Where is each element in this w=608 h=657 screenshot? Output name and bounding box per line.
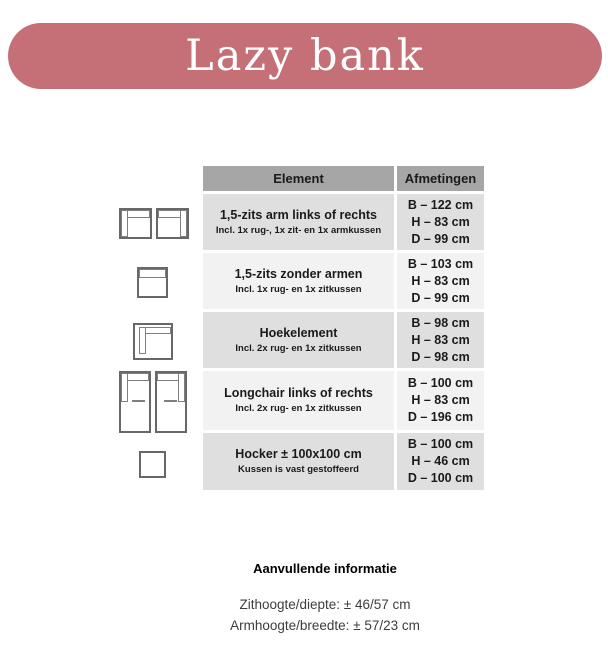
corner-element-icon <box>133 323 173 360</box>
arm-height-width-line: Armhoogte/breedte: ± 57/23 cm <box>230 618 420 633</box>
dimension-width: B – 103 cm <box>407 256 474 271</box>
element-subtitle: Kussen is vast gestoffeerd <box>238 464 359 475</box>
spec-table <box>203 166 484 490</box>
dimension-width: B – 100 cm <box>407 376 474 390</box>
seat-without-arms-icon <box>137 267 168 298</box>
backrest-bar <box>127 210 150 218</box>
element-title: Hoekelement <box>259 325 338 340</box>
element-subtitle: Incl. 2x rug- en 1x zitkussen <box>235 342 362 354</box>
dimension-height: H – 83 cm <box>411 332 470 347</box>
dimension-height: H – 83 cm <box>411 393 470 407</box>
dimension-width: B – 98 cm <box>411 315 470 330</box>
longchair-left-icon <box>119 371 151 433</box>
seat-arm-right-icon <box>156 208 189 239</box>
backrest-bar <box>127 373 149 381</box>
element-cell <box>203 433 394 490</box>
element-cell <box>203 194 394 250</box>
dimension-depth: D – 100 cm <box>407 471 474 485</box>
element-subtitle: Incl. 2x rug- en 1x zitkussen <box>235 403 362 414</box>
side-backrest-bar <box>139 327 146 354</box>
dimensions-cell <box>397 312 484 368</box>
hocker-icon <box>139 451 166 478</box>
seat-divider-dash <box>132 400 145 402</box>
longchair-right-icon <box>155 371 187 433</box>
element-cell <box>203 312 394 368</box>
dimension-depth: D – 98 cm <box>411 349 470 364</box>
product-title: Lazy bank <box>185 30 425 81</box>
backrest-bar <box>157 373 179 381</box>
element-cell <box>203 253 394 309</box>
dimension-height: H – 83 cm <box>411 273 470 288</box>
backrest-bar <box>158 210 181 218</box>
element-subtitle: Incl. 1x rug-, 1x zit- en 1x armkussen <box>215 224 382 236</box>
seat-height-depth-line: Zithoogte/diepte: ± 46/57 cm <box>239 597 411 612</box>
additional-info-heading: Aanvullende informatie <box>253 561 397 576</box>
element-cell <box>203 371 394 430</box>
dimensions-cell <box>397 433 484 490</box>
armrest-bar <box>178 373 185 402</box>
dimension-width: B – 100 cm <box>407 437 474 451</box>
seat-divider-dash <box>164 400 177 402</box>
column-header-afmetingen: Afmetingen <box>397 166 484 191</box>
column-header-element: Element <box>203 166 394 191</box>
additional-info-lines <box>25 594 608 636</box>
armrest-bar <box>180 210 187 237</box>
dimension-depth: D – 99 cm <box>411 290 470 305</box>
element-title: Longchair links of rechts <box>224 386 373 400</box>
dimensions-cell <box>397 253 484 309</box>
dimensions-cell <box>397 194 484 250</box>
element-title: 1,5-zits arm links of rechts <box>219 207 377 222</box>
element-subtitle: Incl. 1x rug- en 1x zitkussen <box>235 283 362 295</box>
product-banner <box>8 23 602 89</box>
dimension-depth: D – 99 cm <box>411 231 470 246</box>
dimensions-cell <box>397 371 484 430</box>
dimension-height: H – 83 cm <box>411 214 470 229</box>
dimension-depth: D – 196 cm <box>407 410 474 424</box>
element-title: Hocker ± 100x100 cm <box>235 447 362 461</box>
dimension-height: H – 46 cm <box>411 454 470 468</box>
backrest-bar <box>139 269 166 278</box>
element-title: 1,5-zits zonder armen <box>234 266 363 281</box>
dimension-width: B – 122 cm <box>407 197 474 212</box>
seat-arm-left-icon <box>119 208 152 239</box>
